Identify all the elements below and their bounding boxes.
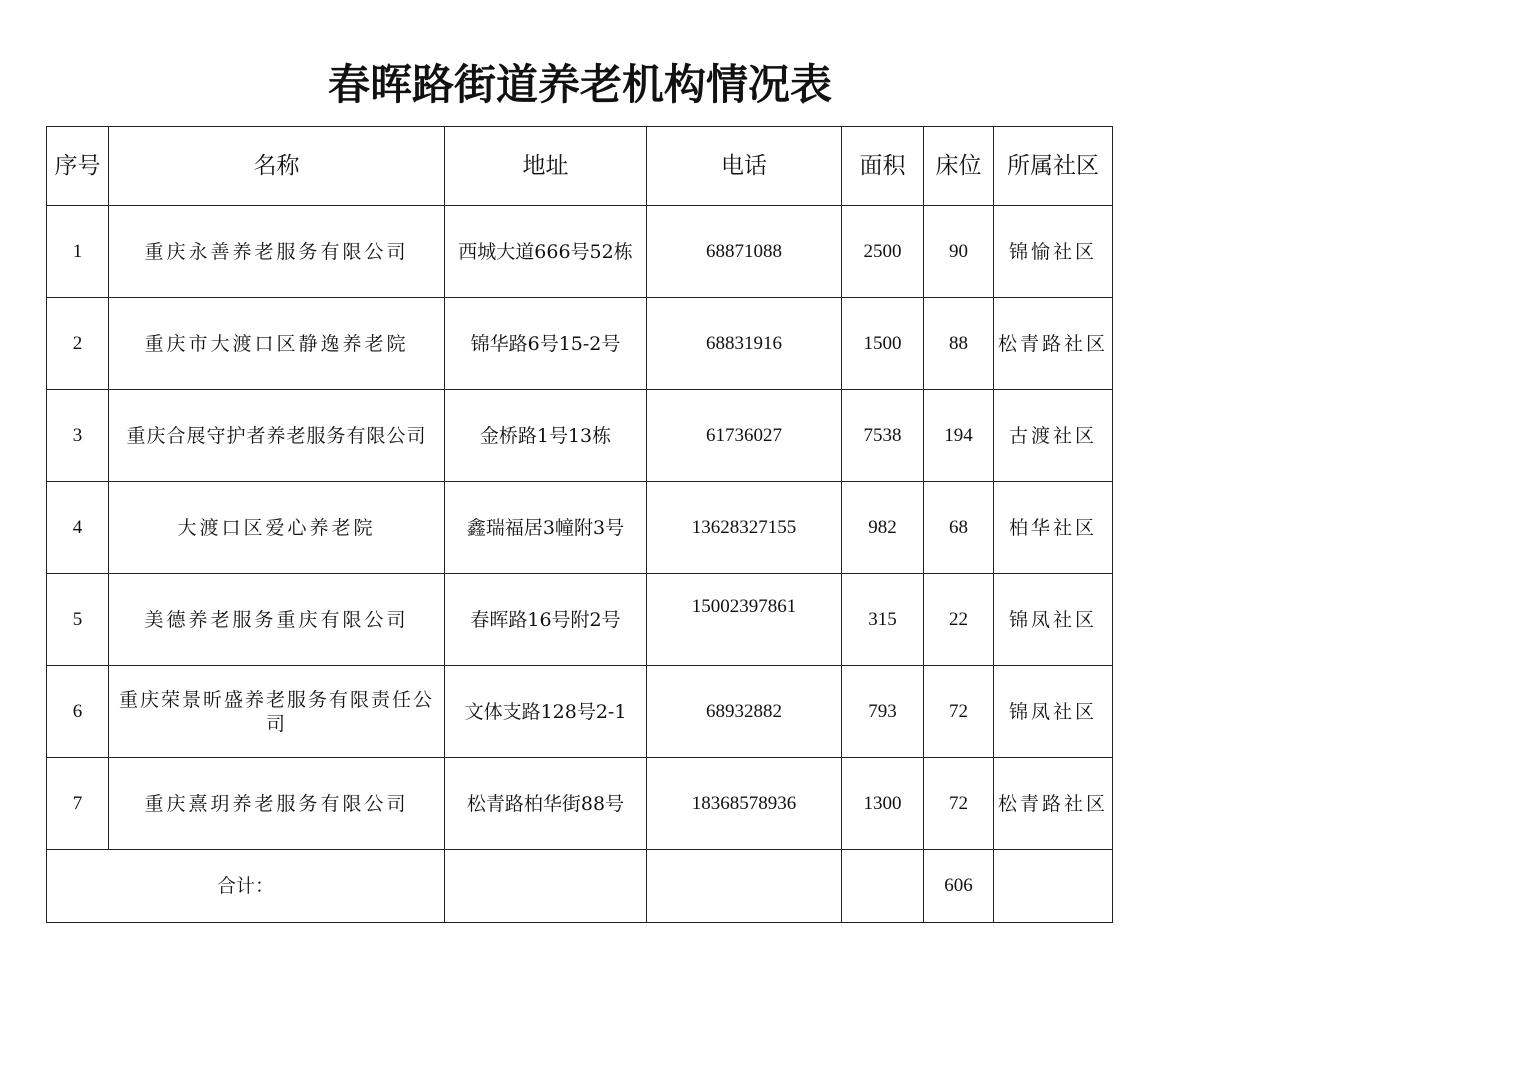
cell-phone [647, 574, 842, 666]
cell-beds: 72 [924, 758, 994, 850]
cell-address: 锦华路6号15-2号 [445, 298, 647, 390]
cell-phone: 61736027 [647, 390, 842, 482]
cell-community: 锦凤社区 [994, 574, 1113, 666]
cell-index: 5 [47, 574, 109, 666]
cell-community: 锦凤社区 [994, 666, 1113, 758]
total-community-empty [994, 850, 1113, 923]
cell-phone-text: 15002397861 [691, 595, 797, 617]
table-row [47, 758, 1113, 850]
cell-phone: 68932882 [647, 666, 842, 758]
cell-beds: 68 [924, 482, 994, 574]
page-title: 春晖路街道养老机构情况表 [327, 60, 832, 109]
cell-community: 松青路社区 [994, 298, 1113, 390]
cell-name: 重庆合展守护者养老服务有限公司 [109, 390, 445, 482]
cell-beds: 22 [924, 574, 994, 666]
cell-address: 西城大道666号52栋 [445, 206, 647, 298]
table-row [47, 206, 1113, 298]
header-name: 名称 [109, 127, 445, 206]
cell-name: 美德养老服务重庆有限公司 [109, 574, 445, 666]
cell-area: 7538 [842, 390, 924, 482]
table-row [47, 390, 1113, 482]
cell-area: 1500 [842, 298, 924, 390]
cell-index: 2 [47, 298, 109, 390]
cell-area: 982 [842, 482, 924, 574]
cell-phone: 13628327155 [647, 482, 842, 574]
cell-beds: 88 [924, 298, 994, 390]
cell-index: 4 [47, 482, 109, 574]
total-address-empty [445, 850, 647, 923]
cell-name: 重庆熹玥养老服务有限公司 [109, 758, 445, 850]
cell-phone: 18368578936 [647, 758, 842, 850]
cell-community: 锦愉社区 [994, 206, 1113, 298]
header-address: 地址 [445, 127, 647, 206]
cell-area: 315 [842, 574, 924, 666]
cell-area: 1300 [842, 758, 924, 850]
cell-beds: 72 [924, 666, 994, 758]
cell-name: 大渡口区爱心养老院 [109, 482, 445, 574]
cell-name: 重庆永善养老服务有限公司 [109, 206, 445, 298]
header-community: 所属社区 [994, 127, 1113, 206]
cell-name: 重庆市大渡口区静逸养老院 [109, 298, 445, 390]
header-beds: 床位 [924, 127, 994, 206]
cell-address: 金桥路1号13栋 [445, 390, 647, 482]
cell-area: 793 [842, 666, 924, 758]
cell-index: 7 [47, 758, 109, 850]
cell-address: 鑫瑞福居3幢附3号 [445, 482, 647, 574]
header-index: 序号 [47, 127, 109, 206]
cell-community: 古渡社区 [994, 390, 1113, 482]
total-beds: 606 [924, 850, 994, 923]
cell-beds: 194 [924, 390, 994, 482]
table-row [47, 666, 1113, 758]
cell-address: 松青路柏华街88号 [445, 758, 647, 850]
header-area: 面积 [842, 127, 924, 206]
cell-phone: 68871088 [647, 206, 842, 298]
cell-community: 松青路社区 [994, 758, 1113, 850]
header-row [47, 127, 1113, 206]
header-phone: 电话 [647, 127, 842, 206]
cell-beds: 90 [924, 206, 994, 298]
table-row [47, 482, 1113, 574]
cell-area: 2500 [842, 206, 924, 298]
table-row [47, 298, 1113, 390]
total-row [47, 850, 1113, 923]
cell-address: 文体支路128号2-1 [445, 666, 647, 758]
cell-index: 6 [47, 666, 109, 758]
institutions-table [46, 126, 1113, 923]
cell-name: 重庆荣景昕盛养老服务有限责任公司 [109, 666, 445, 758]
table-row [47, 574, 1113, 666]
cell-index: 1 [47, 206, 109, 298]
cell-community: 柏华社区 [994, 482, 1113, 574]
total-area-empty [842, 850, 924, 923]
cell-phone: 68831916 [647, 298, 842, 390]
total-phone-empty [647, 850, 842, 923]
total-label: 合计： [47, 850, 445, 923]
cell-index: 3 [47, 390, 109, 482]
cell-address: 春晖路16号附2号 [445, 574, 647, 666]
